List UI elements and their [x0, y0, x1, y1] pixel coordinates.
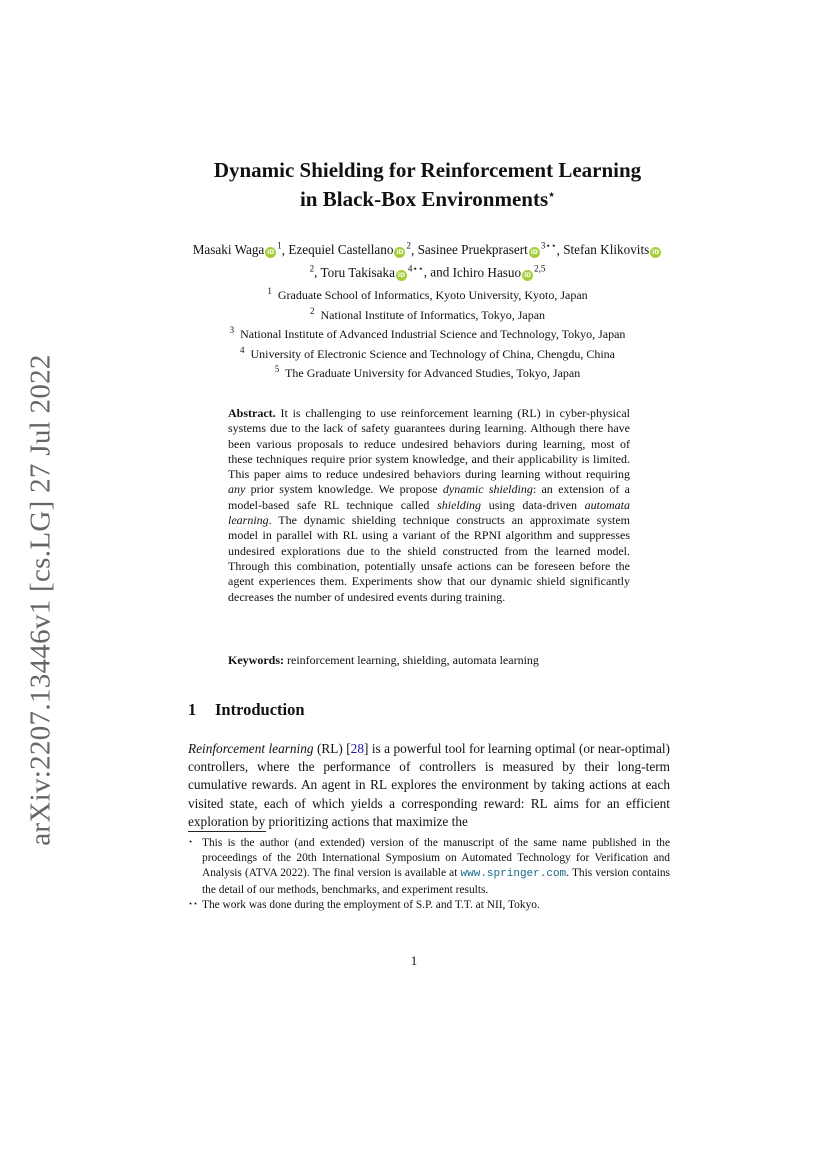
orcid-icon[interactable]: iD — [267, 249, 275, 257]
affiliation — [180, 304, 675, 324]
affiliation-list — [180, 284, 675, 382]
abstract-emphasis: dynamic shielding — [442, 482, 533, 497]
affiliation — [180, 284, 675, 304]
footnote-text: The work was done during the employment of S.P. and T.T. at NII, Tokyo. — [202, 898, 540, 911]
affiliation-text: University of Electronic Science and Technology of China, Chengdu, China — [250, 346, 616, 361]
footnote-rule — [188, 831, 266, 832]
arxiv-stamp — [16, 340, 66, 860]
footnote-text: This is the author (and extended) version of the manuscript of the same name published in the proceedings of the 20th International Symposium on Automated Technology for Verification and Analysis (ATVA 2022). The final version is available at — [202, 837, 670, 880]
page-number: 1 — [410, 953, 418, 968]
author-0 — [193, 242, 282, 257]
footnote-text: . This version contains the detail of our methods, benchmarks, and experiment results. — [202, 867, 670, 896]
footnote-link[interactable]: www.springer.com — [460, 868, 567, 881]
abstract — [228, 406, 630, 605]
affiliation-number: 3 — [229, 325, 235, 335]
title-footnote-mark: ⋆ — [548, 189, 556, 201]
keywords — [228, 653, 630, 668]
affiliation-number: 1 — [267, 286, 272, 296]
orcid-icon[interactable]: iD — [524, 271, 532, 279]
abstract-text: : an extension of a model-based safe RL technique called — [228, 482, 630, 512]
abstract-text: It is challenging to use reinforcement learning (RL) in cyber-physical systems due to the lack of safety guarantees during learning. Although there have been various proposals to reduce undesired behaviors during learning, most of these techniques require prior system knowledge, and their applicability is limited. This paper aims to reduce undesired behaviors during learning without requiring — [228, 406, 631, 482]
affiliation — [180, 362, 675, 382]
author-affil: 1 — [277, 241, 282, 251]
affiliation — [180, 343, 675, 363]
affiliation-text: National Institute of Informatics, Tokyo, Japan — [320, 307, 546, 322]
abstract-emphasis: any — [228, 482, 246, 497]
section-heading — [188, 700, 305, 720]
orcid-icon[interactable]: iD — [396, 249, 404, 257]
affiliation-text: National Institute of Advanced Industrial Science and Technology, Tokyo, Japan — [240, 327, 626, 341]
author-name: Toru Takisaka — [320, 264, 395, 280]
abstract-text: . The dynamic shielding technique constructs an approximate system model in parallel with RL using a variant of the RPNI algorithm and suppresses undesired explorations due to the shield constructed from the learned model. Through this combination, potentially unsafe actions can be foreseen before the agent experiences them. Experiments show that our dynamic shield significantly decreases the number of undesired events during training. — [228, 513, 630, 604]
intro-text: (RL) [ — [313, 741, 351, 756]
author-name: Ichiro Hasuo — [452, 264, 522, 280]
author-affil: 2 — [406, 241, 411, 251]
orcid-icon[interactable]: iD — [652, 249, 660, 257]
authors-and: and — [430, 264, 450, 280]
author-name: Sasinee Pruekprasert — [417, 242, 528, 258]
affiliation-number: 2 — [309, 305, 315, 316]
abstract-text: prior system knowledge. We propose — [250, 482, 438, 497]
author-5 — [453, 265, 546, 280]
author-affil: 3⋆⋆ — [540, 241, 557, 251]
footnote-mark: ⋆ — [188, 837, 194, 846]
keywords-label: Keywords: — [228, 653, 284, 667]
intro-paragraph — [188, 740, 670, 831]
author-name: Ezequiel Castellano — [288, 242, 394, 258]
abstract-emphasis: automata learning — [228, 497, 631, 528]
affiliation-number: 4 — [239, 344, 245, 355]
paper-title — [150, 158, 705, 212]
affiliation-number: 5 — [274, 364, 280, 374]
author-name: Stefan Klikovits — [563, 242, 650, 258]
citation-link[interactable]: 28 — [350, 741, 364, 756]
section-number: 1 — [188, 700, 197, 719]
author-affil: 2 — [309, 263, 315, 274]
abstract-label: Abstract. — [228, 406, 276, 420]
intro-text: ] is a powerful tool for learning optimal (or near-optimal) controllers, where the performance of controllers is measured by their long-term cumulative rewards. An agent in RL explores the environment by taking actions at each visited state, each of which yields a corresponding reward: RL aims for an efficient exploration by prioritizing actions that maximize the — [188, 741, 670, 829]
author-4 — [320, 265, 423, 280]
arxiv-stamp-text: arXiv:2207.13446v1 [cs.LG] 27 Jul 2022 — [24, 354, 57, 846]
author-affil: 4⋆⋆ — [407, 263, 424, 274]
title-line-2 — [150, 183, 705, 212]
author-list: Masaki Waga $iD^1$, Ezequiel Castellano $iD^2$, Sasinee Pruekprasert $iD^{3⋆⋆}$, Stefan Klikovits $iD^2$, Toru Takisaka $iD^{4⋆⋆}$, and Ichiro Hasuo iD$^{2,5}$ — [190, 237, 665, 282]
affiliation — [180, 323, 675, 343]
abstract-text: using data-driven — [488, 497, 578, 512]
footnote-mark: ⋆⋆ — [188, 898, 199, 908]
title-line-1: Dynamic Shielding for Reinforcement Learning — [213, 158, 642, 182]
author-2 — [418, 242, 557, 257]
intro-emphasis: Reinforcement learning — [188, 741, 314, 756]
orcid-icon[interactable]: iD — [397, 271, 405, 279]
footnotes — [188, 836, 670, 913]
orcid-icon[interactable]: iD — [530, 249, 538, 257]
author-name: Masaki Waga — [192, 242, 265, 258]
keywords-text: reinforcement learning, shielding, automata learning — [287, 653, 539, 667]
footnote — [188, 898, 670, 913]
affiliation-text: The Graduate University for Advanced Studies, Tokyo, Japan — [285, 366, 581, 380]
title-line-2-text: in Black-Box Environments — [299, 187, 549, 211]
abstract-emphasis: shielding — [437, 497, 482, 512]
footnote — [188, 836, 670, 898]
section-title: Introduction — [215, 700, 305, 719]
author-1 — [288, 242, 411, 257]
affiliation-text: Graduate School of Informatics, Kyoto University, Kyoto, Japan — [277, 288, 588, 302]
author-affil: 2,5 — [534, 263, 546, 274]
